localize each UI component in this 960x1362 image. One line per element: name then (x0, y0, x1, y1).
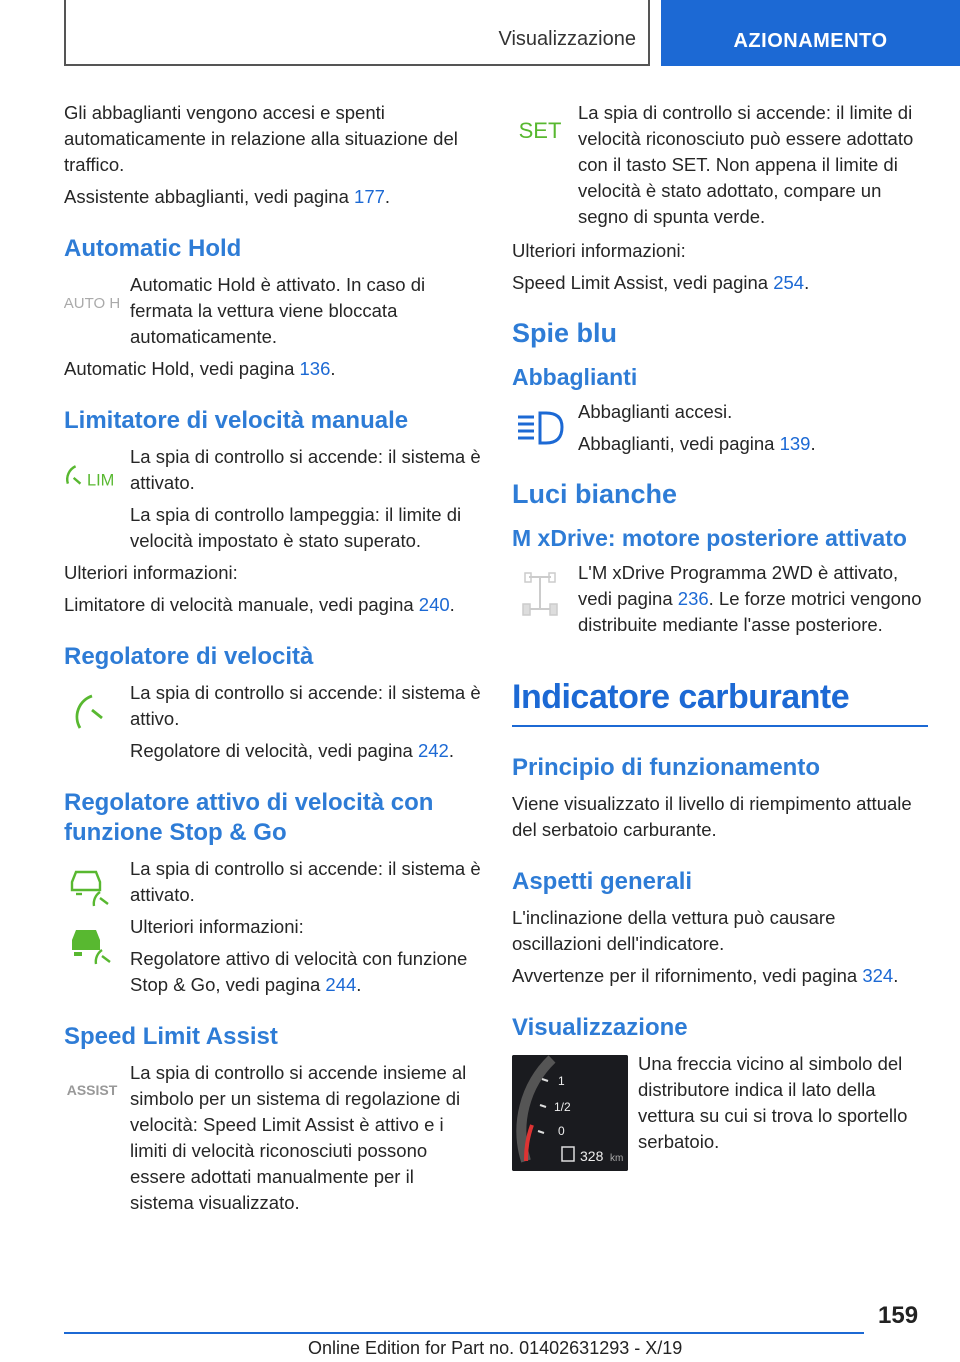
fuel-display-block (512, 1051, 928, 1169)
principle-text: Viene visualizzato il livello di riempimento attuale del serbatoio carburante. (512, 793, 912, 840)
acc-item-2 (64, 914, 482, 998)
limiter-heading: Limitatore di velocità manuale (64, 407, 409, 434)
limiter-ref: Limitatore di velocità manuale, vedi pagina 240. (64, 594, 455, 615)
auto-hold-ref: Automatic Hold, vedi pagina 136. (64, 358, 336, 379)
xdrive-text: L'M xDrive Programma 2WD è attivato, vedi pagina 236. Le forze motrici vengono distribuite mediante l'asse posteriore. (578, 562, 922, 635)
sla-heading: Speed Limit Assist (64, 1023, 278, 1050)
page-number: 159 (878, 1302, 919, 1329)
display-text: Una freccia vicino al simbolo del distributore indica il lato della vettura su cui si trova lo sportello serbatoio. (638, 1053, 908, 1152)
high-beam-ref: Abbaglianti, vedi pagina 139. (578, 433, 816, 454)
edition-text: Online Edition for Part no. 01402631293 - X/19 (308, 1338, 683, 1358)
page-link-240[interactable]: 240 (418, 594, 450, 615)
cruise-ref: Regolatore di velocità, vedi pagina 242. (130, 740, 454, 761)
svg-text:km: km (610, 1153, 624, 1164)
general-text: L'inclinazione della vettura può causare oscillazioni dell'indicatore. (512, 907, 836, 954)
assist-icon (64, 1068, 120, 1112)
limiter-item (64, 444, 482, 554)
set-more: Ulteriori informazioni: (512, 240, 686, 261)
page-link-236[interactable]: 236 (677, 588, 709, 609)
section-title: Visualizzazione (498, 28, 636, 50)
svg-text:0: 0 (558, 1124, 565, 1138)
high-beam-item (512, 399, 928, 457)
chapter-tab[interactable]: AZIONAMENTO (661, 0, 960, 66)
page-link-136[interactable]: 136 (299, 358, 331, 379)
intro-text: Gli abbaglianti vengono accesi e spenti automaticamente in relazione alla situazione del traffico. (64, 102, 458, 175)
sla-text: La spia di controllo si accende insieme al simbolo per un sistema di regolazione di velocità: Speed Limit Assist è attivo e i limiti di velocità riconosciuti possono essere adottati manualmente per il sistema visualizzato. (130, 1062, 467, 1213)
high-beam-heading: Abbaglianti (512, 364, 638, 390)
principle-heading: Principio di funzionamento (512, 754, 820, 781)
limiter-text-1: La spia di controllo si accende: il sistema è attivato. (130, 446, 481, 493)
acc-heading: Regolatore attivo di velocità con funzione Stop & Go (64, 789, 434, 846)
set-item (512, 100, 928, 230)
limiter-more: Ulteriori informazioni: (64, 562, 238, 583)
xdrive-heading: M xDrive: motore posteriore attivato (512, 525, 907, 551)
footer-divider (64, 1332, 864, 1334)
blue-lights-heading: Spie blu (512, 318, 618, 348)
acc-outline-icon (64, 864, 120, 908)
svg-text:1: 1 (558, 1074, 565, 1088)
white-lights-heading: Luci bianche (512, 479, 678, 509)
left-column (64, 100, 482, 1222)
right-column (512, 100, 928, 1169)
svg-text:AUTO H: AUTO H (64, 295, 120, 312)
acc-item (64, 856, 482, 908)
auto-hold-item (64, 272, 482, 350)
page-link-139[interactable]: 139 (779, 433, 811, 454)
acc-filled-icon (64, 922, 120, 966)
general-heading: Aspetti generali (512, 868, 693, 895)
svg-text:ASSIST: ASSIST (66, 1082, 118, 1098)
acc-text: La spia di controllo si accende: il sistema è attivato. (130, 858, 481, 905)
xdrive-item (512, 560, 928, 638)
acc-ref: Regolatore attivo di velocità con funzione Stop & Go, vedi pagina 244. (130, 948, 468, 995)
svg-text:LIM: LIM (87, 471, 115, 490)
cruise-text: La spia di controllo si accende: il sistema è attivo. (130, 682, 481, 729)
page-link-244[interactable]: 244 (325, 974, 357, 995)
page-link-242[interactable]: 242 (417, 740, 449, 761)
svg-text:328: 328 (580, 1148, 604, 1164)
fuel-gauge-title: Indicatore carburante (512, 678, 928, 727)
auto-hold-text: Automatic Hold è attivato. In caso di fermata la vettura viene bloccata automaticamente. (130, 274, 426, 347)
page-link-177[interactable]: 177 (354, 186, 385, 207)
high-beam-icon (512, 407, 568, 451)
speed-limiter-icon (64, 452, 120, 496)
general-ref: Avvertenze per il rifornimento, vedi pagina 324. (512, 965, 899, 986)
display-heading: Visualizzazione (512, 1014, 688, 1041)
intro-ref: Assistente abbaglianti, vedi pagina 177. (64, 186, 391, 207)
limiter-text-2: La spia di controllo lampeggia: il limite di velocità impostato è stato superato. (130, 504, 462, 551)
svg-text:SET: SET (518, 118, 562, 143)
set-ref: Speed Limit Assist, vedi pagina 254. (512, 272, 810, 293)
page-link-254[interactable]: 254 (773, 272, 805, 293)
fuel-gauge-image (512, 1055, 628, 1171)
svg-text:1/2: 1/2 (554, 1100, 571, 1114)
set-text: La spia di controllo si accende: il limite di velocità riconosciuto può essere adottato con il tasto SET. Non appena il limite di velocità è stato adottato, compare un segno di spunta verde. (578, 102, 914, 227)
cruise-item (64, 680, 482, 764)
sla-item (64, 1060, 482, 1216)
page-link-324[interactable]: 324 (862, 965, 894, 986)
set-icon (512, 108, 568, 152)
xdrive-2wd-icon (512, 574, 568, 618)
high-beam-text: Abbaglianti accesi. (578, 401, 733, 422)
cruise-heading: Regolatore di velocità (64, 643, 314, 670)
auto-hold-heading: Automatic Hold (64, 235, 242, 262)
cruise-control-icon (64, 688, 120, 732)
acc-more: Ulteriori informazioni: (130, 916, 304, 937)
auto-hold-icon (64, 280, 120, 324)
